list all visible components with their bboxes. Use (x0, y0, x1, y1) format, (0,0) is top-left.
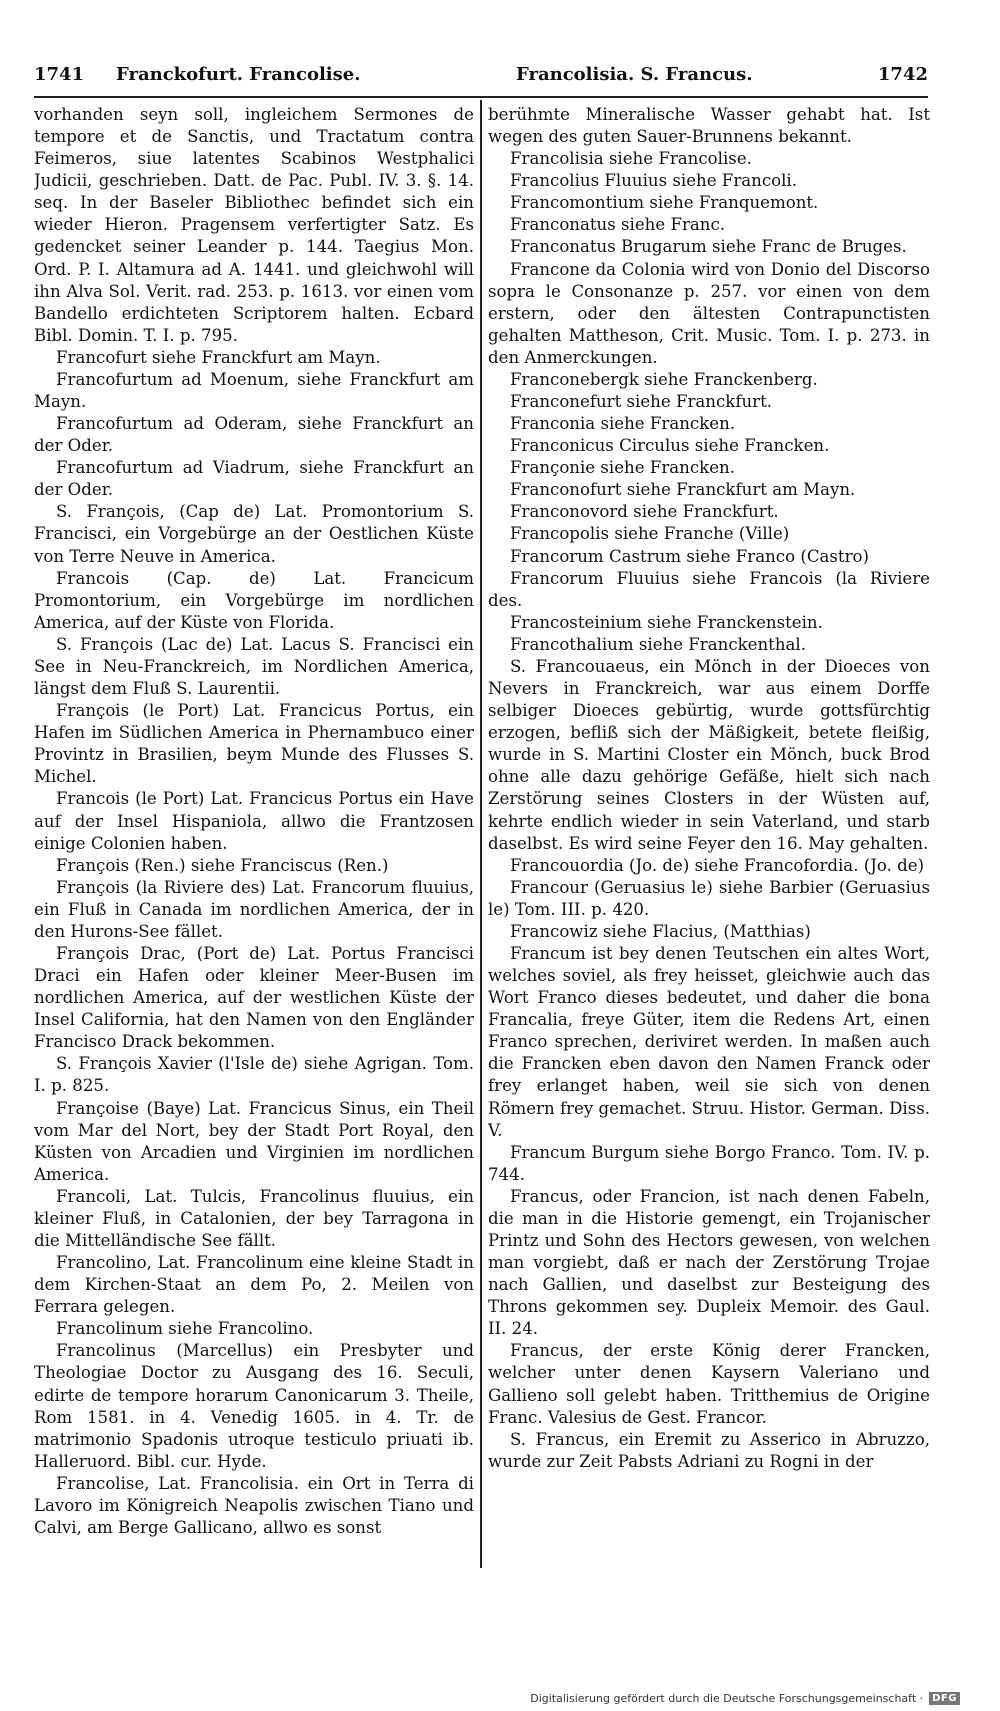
right-running-title: Francolisia. S. Francus. (516, 64, 753, 85)
credit-text: Digitalisierung gefördert durch die Deutsche Forschungsgemeinschaft · (530, 1692, 924, 1705)
dictionary-entry: Francum ist bey denen Teutschen ein altes Wort, welches soviel, als frey heisset, gleichwie auch das Wort Franco dieses bedeutet, und daher die bona Francalia, freye Güter, item die Redens Art, einen Franco sprechen, deriviret werden. In maßen auch die Francken eben davon den Namen Franck oder frey erlanget haben, weil sie sich von denen Römern frey gemachet. Struu. Histor. German. Diss. V. (488, 943, 930, 1140)
running-header (34, 58, 928, 92)
dictionary-entry: Francowiz siehe Flacius, (Matthias) (510, 921, 811, 941)
dictionary-entry: Franconicus Circulus siehe Francken. (510, 436, 830, 456)
dfg-logo: DFG (929, 1692, 960, 1705)
dictionary-entry: François Drac, (Port de) Lat. Portus Francisci Draci ein Hafen oder kleiner Meer-Busen im nordlichen America, auf der westlichen Küste der Insel California, hat den Namen von den Engländer Francisco Drack bekommen. (34, 943, 474, 1052)
dictionary-entry: Francolius Fluuius siehe Francoli. (510, 171, 798, 191)
continued-text: berühmte Mineralische Wasser gehabt hat. Ist wegen des guten Sauer-Brunnens bekannt. (488, 105, 930, 147)
dictionary-entry: S. François (Lac de) Lat. Lacus S. Francisci ein See in Neu-Franckreich, im Nordlichen America, längst dem Fluß S. Laurentii. (34, 634, 474, 699)
dictionary-entry: Francorum Fluuius siehe Francois (la Riviere des. (488, 568, 930, 610)
dictionary-entry: Francofurtum ad Moenum, siehe Franckfurt am Mayn. (34, 369, 474, 412)
dictionary-entry: Francorum Castrum siehe Franco (Castro) (510, 546, 869, 566)
dictionary-entry: S. Francus, ein Eremit zu Asserico in Abruzzo, wurde zur Zeit Pabsts Adriani zu Rogni in der (488, 1429, 930, 1471)
dictionary-entry: Franconofurt siehe Franckfurt am Mayn. (510, 480, 856, 500)
right-column (488, 104, 930, 1564)
dictionary-entry: Francopolis siehe Franche (Ville) (510, 524, 790, 544)
dictionary-entry: Francouordia (Jo. de) siehe Francofordia. (Jo. de) (510, 855, 925, 875)
dictionary-entry: Francofurt siehe Franckfurt am Mayn. (56, 347, 381, 367)
left-page-number: 1741 (34, 64, 85, 85)
dictionary-entry: S. Francouaeus, ein Mönch in der Dioeces von Nevers in Franckreich, war aus einem Dorffe selbiger Dioeces gebürtig, wurde gottsfürchtig erzogen, befliß sich der Mäßigkeit, betete fleißig, wurde in S. Martini Closter ein Mönch, buck Brod ohne alle dazu gehörige Gefäße, hielt sich nach Zerstörung seines Closters in der Wüsten auf, kehrte endlich wieder in sein Vaterland, und starb daselbst. Es wird seine Feyer den 16. May gehalten. (488, 656, 930, 853)
dictionary-entry: Francus, oder Francion, ist nach denen Fabeln, die man in die Historie gemengt, ein Trojanischer Printz und Sohn des Hectors gewesen, von welchen man vorgiebt, daß er nach der Zerstörung Trojae nach Gallien, und daselbst zur Besteigung des Throns gekommen sey. Dupleix Memoir. des Gaul. II. 24. (488, 1186, 930, 1339)
header-rule (34, 96, 928, 98)
left-column (34, 104, 474, 1564)
dictionary-entry: Francone da Colonia wird von Donio del Discorso sopra le Consonanze p. 257. vor einen von dem erstern, oder den ältesten Contrapunctisten gehalten Mattheson, Crit. Music. Tom. I. p. 273. in den Anmerckungen. (488, 259, 930, 367)
dictionary-entry: Francum Burgum siehe Borgo Franco. Tom. IV. p. 744. (488, 1142, 930, 1184)
dictionary-entry: Franconatus siehe Franc. (510, 215, 726, 235)
dictionary-entry: Francolinum siehe Francolino. (56, 1319, 314, 1339)
dictionary-entry: S. François, (Cap de) Lat. Promontorium S. Francisci, ein Vorgebürge an der Oestlichen Küste von Terre Neuve in America. (34, 502, 474, 566)
dictionary-entry: Franconovord siehe Franckfurt. (510, 502, 779, 522)
dictionary-entry: Françoise (Baye) Lat. Francicus Sinus, ein Theil vom Mar del Nort, bey der Stadt Port Royal, den Küsten von Arcadien und Virginien im nordlichen America. (34, 1098, 474, 1184)
right-page-number: 1742 (877, 64, 928, 85)
left-running-title: Franckofurt. Francolise. (116, 64, 361, 85)
dictionary-entry: Francois (Cap. de) Lat. Francicum Promontorium, ein Vorgebürge im nordlichen America, auf der Küste von Florida. (34, 568, 474, 632)
dictionary-entry: Francour (Geruasius le) siehe Barbier (Geruasius le) Tom. III. p. 420. (488, 877, 930, 919)
dictionary-entry: Francolise, Lat. Francolisia. ein Ort in Terra di Lavoro im Königreich Neapolis zwischen Tiano und Calvi, am Berge Gallicano, allwo es sonst (34, 1473, 474, 1537)
dictionary-entry: Francoli, Lat. Tulcis, Francolinus fluuius, ein kleiner Fluß, in Catalonien, der bey Tarragona in die Mittelländische See fällt. (34, 1186, 474, 1250)
dictionary-entry: François (le Port) Lat. Francicus Portus, ein Hafen im Südlichen America in Phernambuco einer Provintz in Brasilien, beym Munde des Flusses S. Michel. (34, 701, 474, 787)
dictionary-entry: Franconatus Brugarum siehe Franc de Bruges. (510, 237, 907, 257)
digitization-credit (530, 1692, 960, 1705)
dictionary-entry: Francolinus (Marcellus) ein Presbyter und Theologiae Doctor zu Ausgang des 16. Seculi, edirte de tempore horarum Canonicarum 3. Theile, Rom 1581. in 4. Venedig 1605. in 4. Tr. de matrimonio Spadonis utroque testiculo priuati ib. Halleruord. Bibl. cur. Hyde. (34, 1341, 474, 1471)
dictionary-entry: Francus, der erste König derer Francken, welcher unter denen Kaysern Valeriano und Gallieno soll gelebt haben. Tritthemius de Origine Franc. Valesius de Gest. Francor. (488, 1341, 930, 1427)
dictionary-entry: Francosteinium siehe Franckenstein. (510, 612, 823, 632)
dictionary-entry: Françonie siehe Francken. (510, 458, 735, 478)
dictionary-entry: Francofurtum ad Viadrum, siehe Franckfurt an der Oder. (34, 458, 474, 500)
dictionary-entry: Franconebergk siehe Franckenberg. (510, 369, 818, 389)
dictionary-entry: S. François Xavier (l'Isle de) siehe Agrigan. Tom. I. p. 825. (34, 1054, 474, 1096)
dictionary-entry: Franconia siehe Francken. (510, 414, 736, 434)
dictionary-entry: Francois (le Port) Lat. Francicus Portus ein Have auf der Insel Hispaniola, allwo die Frantzosen einige Colonien haben. (34, 789, 474, 853)
dictionary-entry: Francolino, Lat. Francolinum eine kleine Stadt in dem Kirchen-Staat an dem Po, 2. Meilen von Ferrara gelegen. (34, 1253, 474, 1317)
dictionary-entry: François (la Riviere des) Lat. Francorum fluuius, ein Fluß in Canada im nordlichen America, der in den Hurons-See fället. (34, 877, 474, 941)
dictionary-entry: Francofurtum ad Oderam, siehe Franckfurt an der Oder. (34, 414, 474, 456)
dictionary-entry: Francomontium siehe Franquemont. (510, 193, 819, 213)
dictionary-entry: Franconefurt siehe Franckfurt. (510, 392, 773, 412)
dictionary-entry: Francolisia siehe Francolise. (510, 149, 752, 169)
dictionary-entry: Francothalium siehe Franckenthal. (510, 634, 807, 654)
dictionary-entry: François (Ren.) siehe Franciscus (Ren.) (56, 855, 389, 875)
continued-text: vorhanden seyn soll, ingleichem Sermones de tempore et de Sanctis, und Tractatum contra Feimeros, siue latentes Scabinos Westphalici Judicii, geschrieben. Datt. de Pac. Publ. IV. 3. §. 14. seq. In der Baseler Bibliothec befindet sich ein wieder Hieron. Pragensem verfertigter Satz. Es gedencket seiner Leander p. 144. Taegius Mon. Ord. P. I. Altamura ad A. 1441. und gleichwohl will ihn Alva Sol. Verit. rad. 253. p. 1613. vor einen vom Bandello erdichteten Scriptorem halten. Ecbard Bibl. Domin. T. I. p. 795. (34, 105, 474, 345)
column-divider (480, 100, 482, 1568)
